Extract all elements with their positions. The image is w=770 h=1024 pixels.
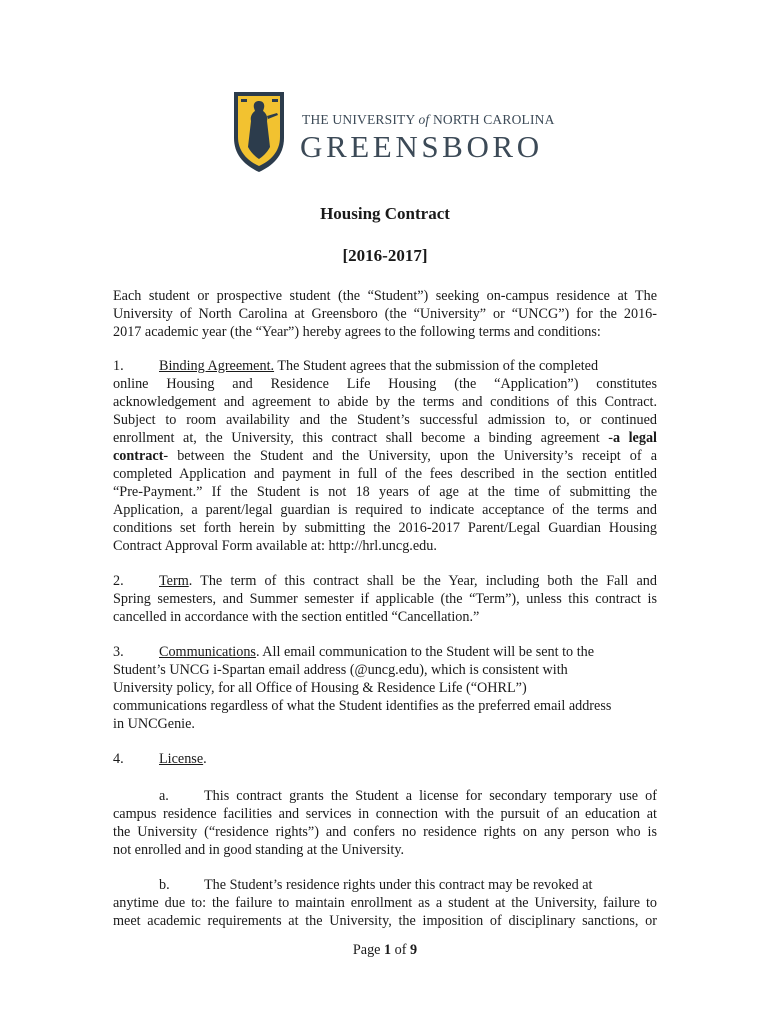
subsection-4a: a. This contract grants the Student a license for secondary temporary use of campus residence facilities and services in connection with the pursuit of an education at the University (“residence rights”) and confers no residence rights on any person who is not enrolled and in good standing at the University. (113, 788, 657, 858)
campus-wordmark: GREENSBORO (300, 129, 543, 164)
section-heading: Binding Agreement. (159, 358, 275, 374)
university-logo (232, 90, 555, 180)
section-binding-agreement: 1. Binding Agreement. The Student agrees that the submission of the completed online Housing and Residence Life Housing (the “Application”) constitutes acknowledgement and agreement to abide by the terms and conditions of this Contract. Subject to room availability and the Student’s successful admission to, or continued enrollment at, the University, this contract shall become a binding agreement -a legal contract- between the Student and the University, upon the University’s receipt of a completed Application and payment in full of the fees described in the section entitled “Pre-Payment.” If the Student is not 18 years of age at the time of submitting the Application, a parent/legal guardian is required to indicate acceptance of the terms and conditions set forth herein by submitting the 2016-2017 Parent/Legal Guardian Housing Contract Approval Form available at: http://hrl.uncg.edu. (113, 358, 657, 554)
page-number: Page 1 of 9 (352, 942, 418, 958)
subsection-4b: b. The Student’s residence rights under this contract may be revoked at anytime due to: the failure to maintain enrollment as a student at the University, failure to meet academic requirements at the University, the imposition of disciplinary sanctions, or (113, 877, 657, 929)
section-communications: 3. Communications. All email communication to the Student will be sent to the Student’s UNCG i-Spartan email address (@uncg.edu), which is consistent with University policy, for all Office of Housing & Residence Life (“OHRL”) communications regardless of what the Student identifies as the preferred email address in UNCGenie. (113, 644, 612, 732)
section-heading: License (159, 751, 204, 767)
document-year: [2016-2017] (342, 246, 428, 265)
section-term: 2. Term. The term of this contract shall be the Year, including both the Fall and Spring semesters, and Summer semester if applicable (the “Term”), unless this contract is cancelled in accordance with the section entitled “Cancellation.” (113, 573, 657, 625)
section-license: 4. License. (113, 751, 207, 767)
minerva-shield-icon (232, 90, 286, 174)
university-name-line: THE UNIVERSITY of NORTH CAROLINA (302, 112, 555, 127)
document-title: Housing Contract (320, 204, 450, 223)
intro-paragraph: Each student or prospective student (the “Student”) seeking on-campus residence at The University of North Carolina at Greensboro (the “University” or “UNCG”) for the 2016- 2017 academic year (the “Year”) hereby agrees to the following terms and conditions: (113, 288, 657, 340)
section-heading: Communications (159, 644, 256, 660)
section-heading: Term (159, 573, 189, 589)
